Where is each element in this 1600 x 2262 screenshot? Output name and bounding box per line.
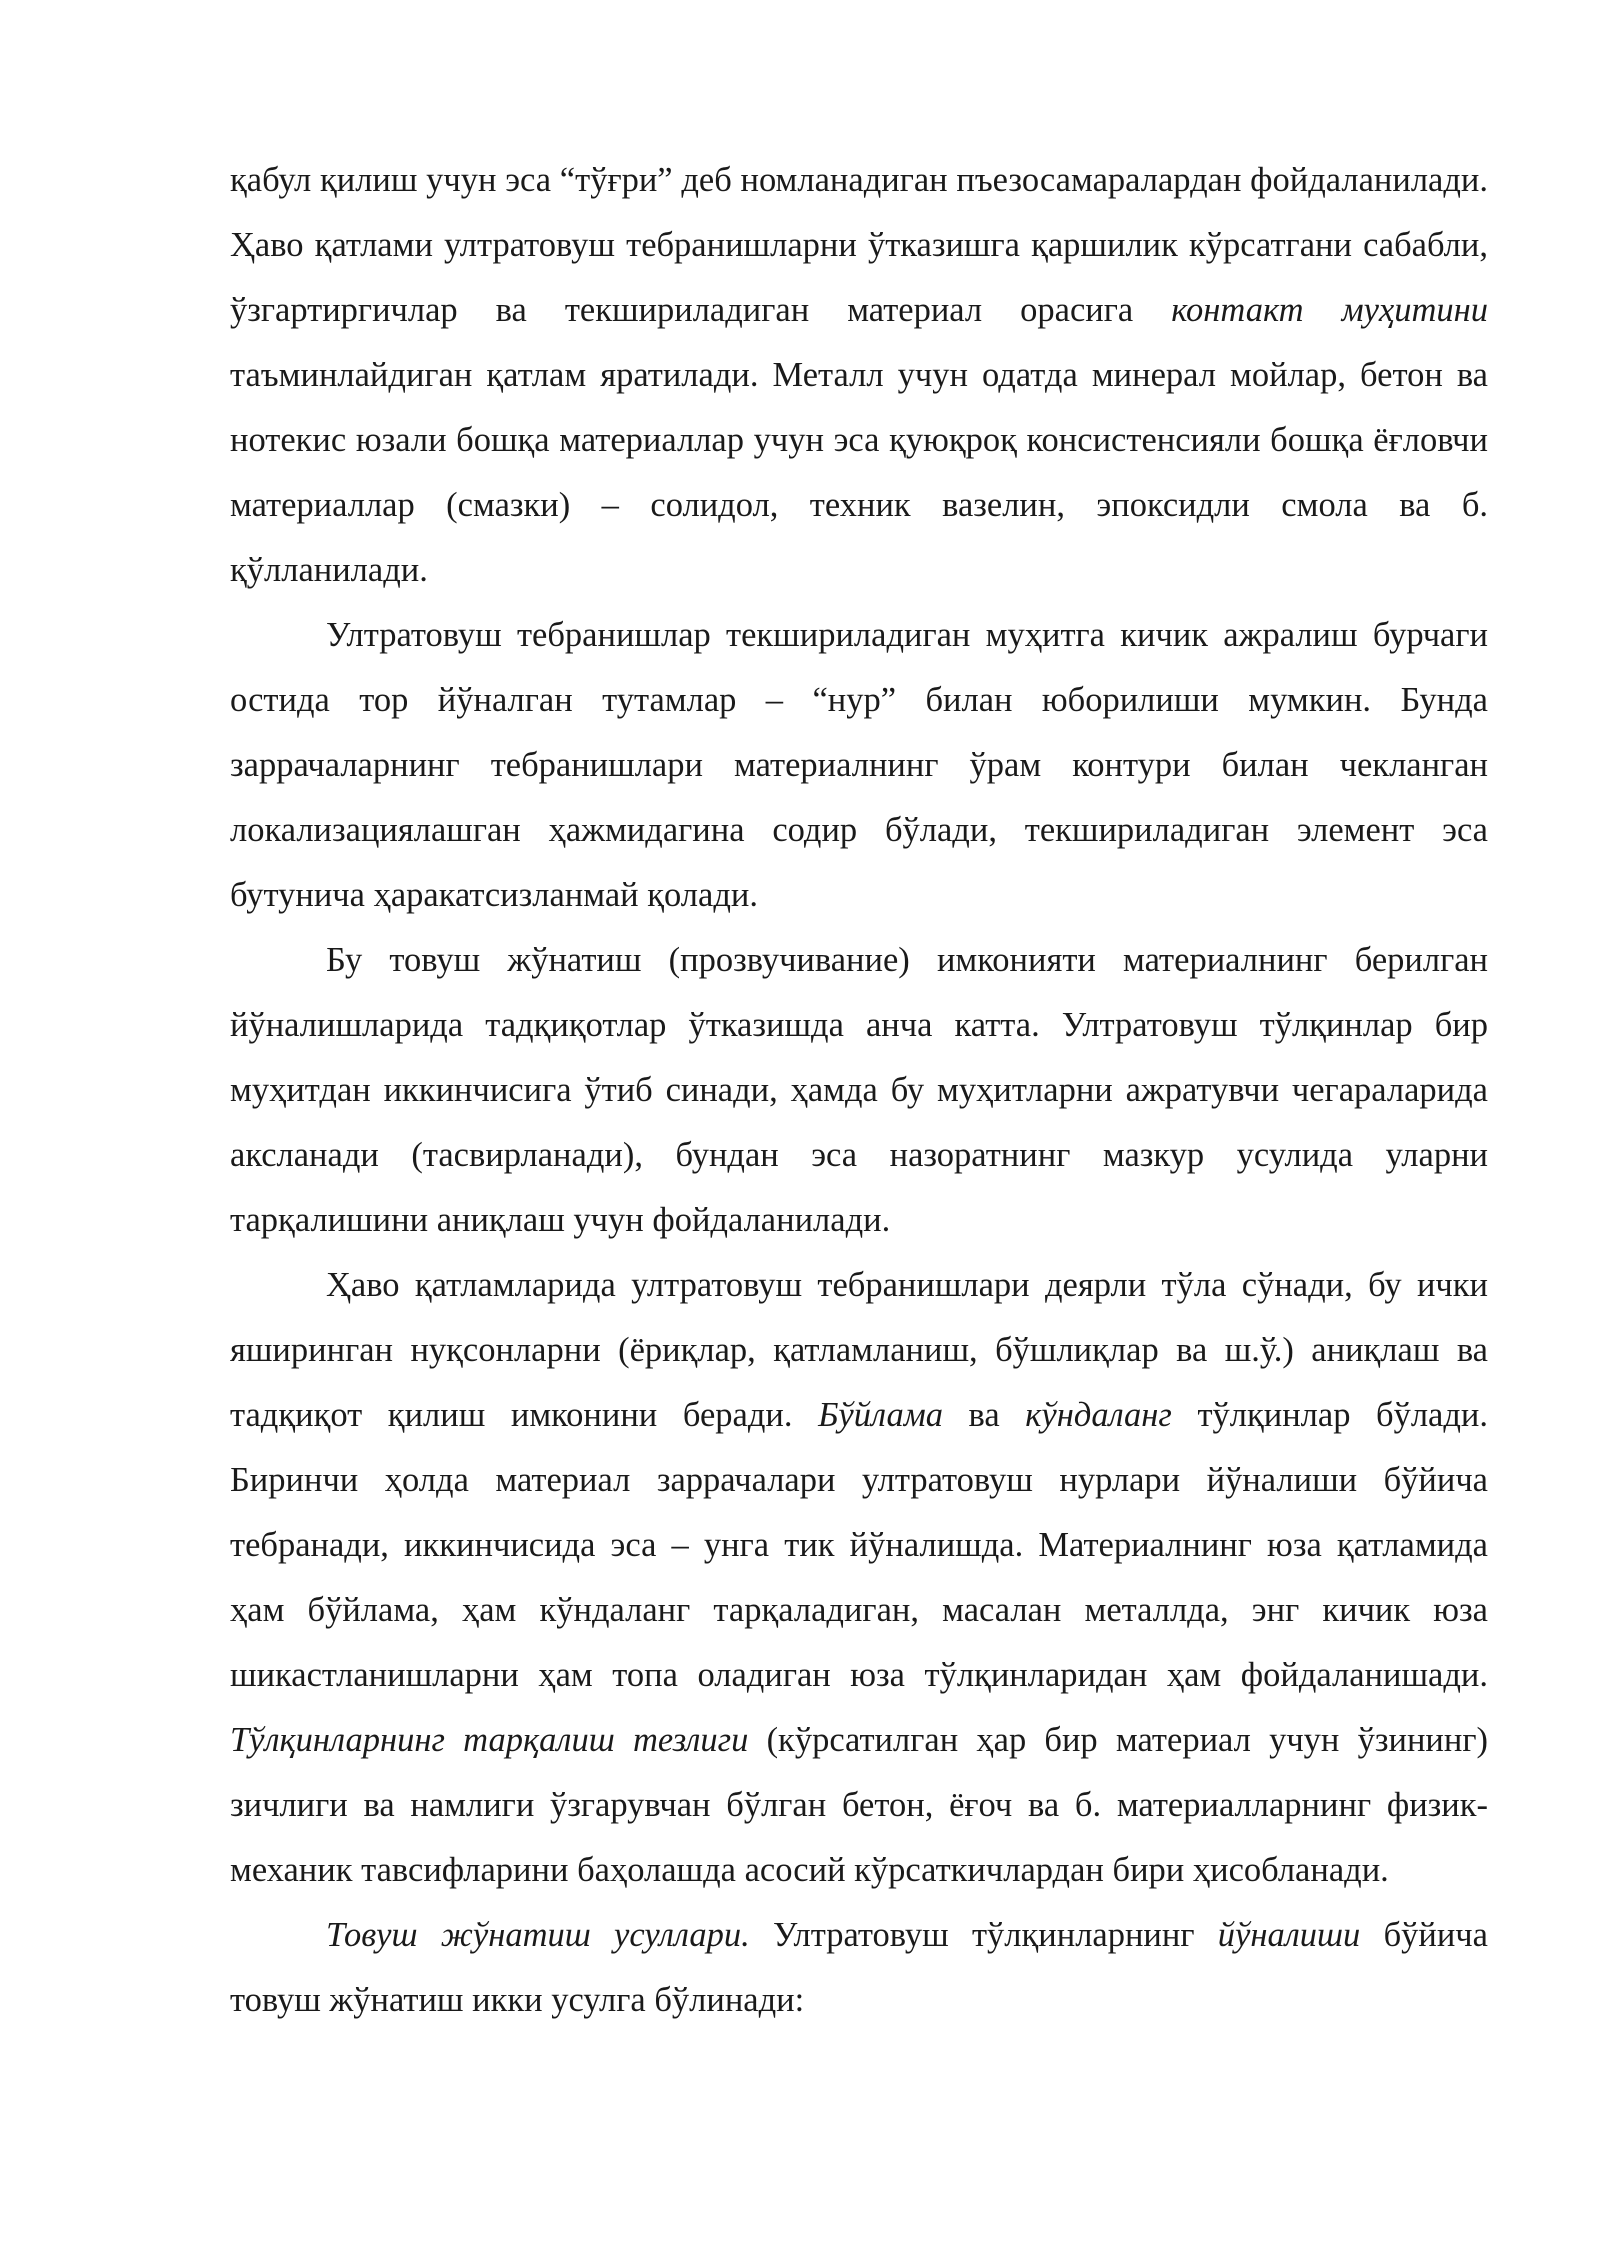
text-run: қабул қилиш учун эса “тўғри” деб номланадиган пъезосамаралардан фойдаланилади. Ҳаво қатлами ултратовуш тебранишларни ўтказишга қаршилик кўрсатгани сабабли, ўзгартиргичлар ва текшириладиган материал орасига (230, 161, 1488, 329)
paragraph-4 (230, 1253, 1488, 1903)
italic-heading: Товуш жўнатиш усуллари. (326, 1916, 750, 1954)
paragraph-2 (230, 603, 1488, 928)
text-run: Бу товуш жўнатиш (прозвучивание) имконияти материалнинг берилган йўналишларида тадқиқотлар ўтказишда анча катта. Ултратовуш тўлқинлар бир муҳитдан иккинчисига ўтиб синади, ҳамда бу муҳитларни ажратувчи чегараларида аксланади (тасвирланади), бундан эса назоратнинг мазкур усулида уларни тарқалишини аниқлаш учун фойдаланилади. (230, 941, 1488, 1239)
italic-term: контакт муҳитини (1171, 291, 1489, 329)
paragraph-5 (230, 1903, 1488, 2033)
paragraph-1 (230, 148, 1488, 603)
italic-term: кўндаланг (1025, 1396, 1172, 1434)
italic-term: Бўйлама (818, 1396, 943, 1434)
text-run: Ултратовуш тўлқинларнинг (749, 1916, 1218, 1954)
text-run: таъминлайдиган қатлам яратилади. Металл учун одатда минерал мойлар, бетон ва нотекис юзали бошқа материаллар учун эса қуюқроқ консистенсияли бошқа ёғловчи материаллар (смазки) – солидол, техник вазелин, эпоксидли смола ва б. қўлланилади. (230, 356, 1488, 589)
body-text (230, 148, 1488, 2033)
paragraph-3 (230, 928, 1488, 1253)
text-run: ва (942, 1396, 1026, 1434)
italic-term: Тўлқинларнинг тарқалиш тезлиги (230, 1721, 749, 1759)
text-run: Ҳаво қатламларида ултратовуш тебранишлари деярли тўла сўнади, бу ички яширинган нуқсонларни (ёриқлар, қатламланиш, бўшлиқлар ва ш.ў.) аниқлаш ва тадқиқот қилиш имконини беради. (230, 1266, 1488, 1434)
text-run: (кўрсатилган ҳар бир материал учун ўзининг) зичлиги ва намлиги ўзгарувчан бўлган бетон, ёғоч ва б. материалларнинг физик-механик тавсифларини баҳолашда асосий кўрсаткичлардан бири ҳисобланади. (230, 1721, 1488, 1889)
text-run: Ултратовуш тебранишлар текшириладиган муҳитга кичик ажралиш бурчаги остида тор йўналган тутамлар – “нур” билан юборилиши мумкин. Бунда заррачаларнинг тебранишлари материалнинг ўрам контури билан чекланган локализациялашган ҳажмидагина содир бўлади, текшириладиган элемент эса бутунича ҳаракатсизланмай қолади. (230, 616, 1488, 914)
text-run: бўйича товуш жўнатиш икки усулга бўлинади: (230, 1916, 1488, 2019)
text-run: тўлқинлар бўлади. Биринчи ҳолда материал заррачалари ултратовуш нурлари йўналиши бўйича тебранади, иккинчисида эса – унга тик йўналишда. Материалнинг юза қатламида ҳам бўйлама, ҳам кўндаланг тарқаладиган, масалан металлда, энг кичик юза шикастланишларни ҳам топа оладиган юза тўлқинларидан ҳам фойдаланишади. (230, 1396, 1489, 1694)
italic-term: йўналиши (1217, 1916, 1361, 1954)
